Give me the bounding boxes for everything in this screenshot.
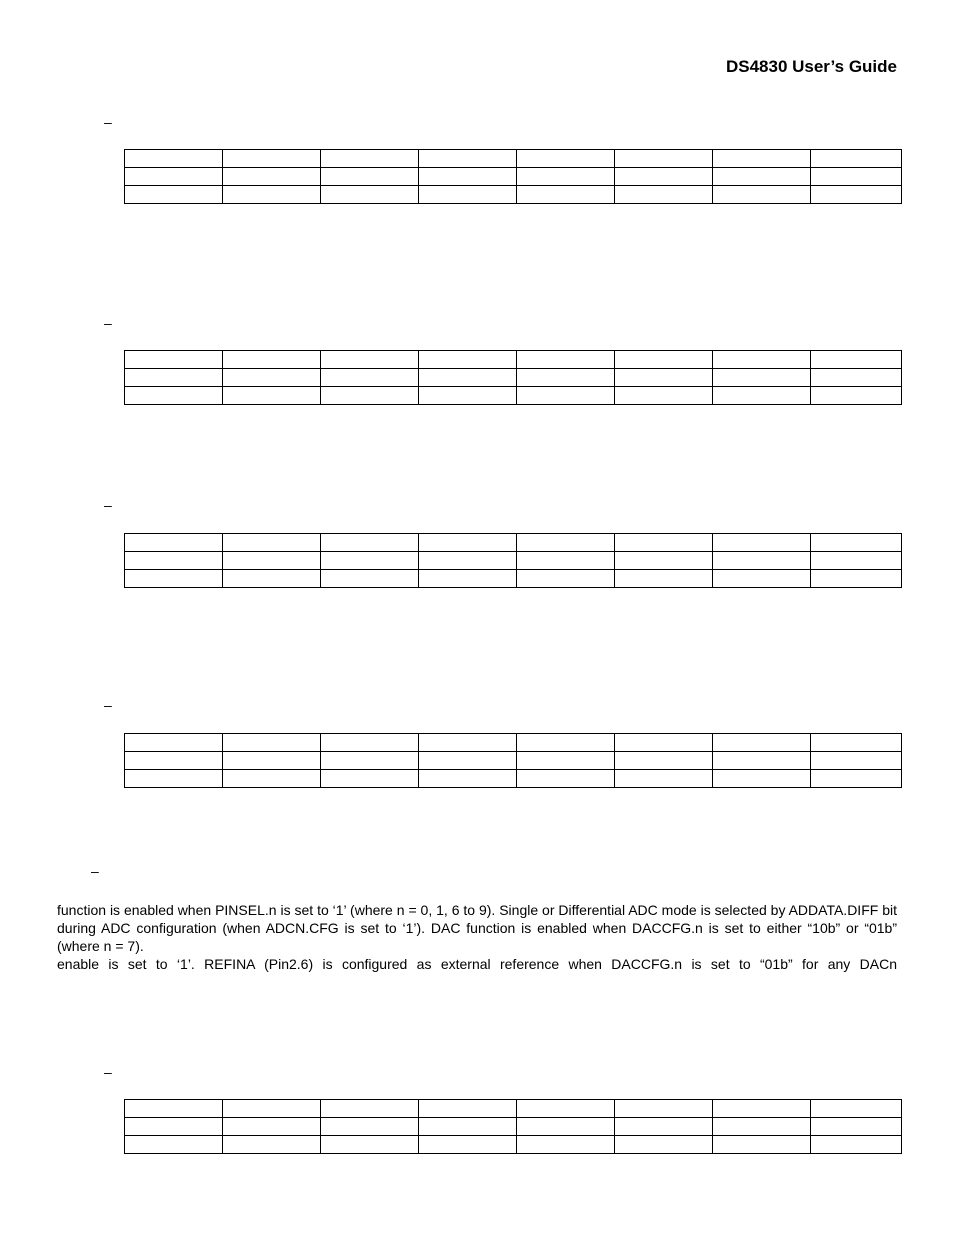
table-row [125, 552, 902, 570]
register-table [124, 533, 902, 588]
section-dash: – [104, 315, 112, 331]
section-dash: – [104, 114, 112, 130]
table-row [125, 752, 902, 770]
table-row [125, 369, 902, 387]
section-dash: – [91, 863, 99, 879]
table-row [125, 1100, 902, 1118]
section-dash: – [104, 497, 112, 513]
table-row [125, 150, 902, 168]
table-row [125, 534, 902, 552]
table-row [125, 734, 902, 752]
register-table [124, 733, 902, 788]
register-table [124, 350, 902, 405]
register-table [124, 149, 902, 204]
section-dash: – [104, 697, 112, 713]
table-row [125, 168, 902, 186]
table-row [125, 1136, 902, 1154]
table-row [125, 1118, 902, 1136]
page-header-title: DS4830 User’s Guide [725, 57, 897, 76]
body-paragraph: enable is set to ‘1’. REFINA (Pin2.6) is configured as external reference when DACCFG.n is set to “01b” for any DACn [57, 956, 897, 972]
table-row [125, 770, 902, 788]
table-row [125, 186, 902, 204]
table-row [125, 351, 902, 369]
table-row [125, 387, 902, 405]
table-row [125, 570, 902, 588]
body-paragraph: function is enabled when PINSEL.n is set to ‘1’ (where n = 0, 1, 6 to 9). Single or Differential ADC mode is selected by ADDATA.DIFF bit during ADC configuration (when ADCN.CFG is set to ‘1’). DAC function is enabled when DACCFG.n is set to either “10b” or “01b” (where n = 7). [57, 902, 897, 954]
section-dash: – [104, 1064, 112, 1080]
register-table [124, 1099, 902, 1154]
